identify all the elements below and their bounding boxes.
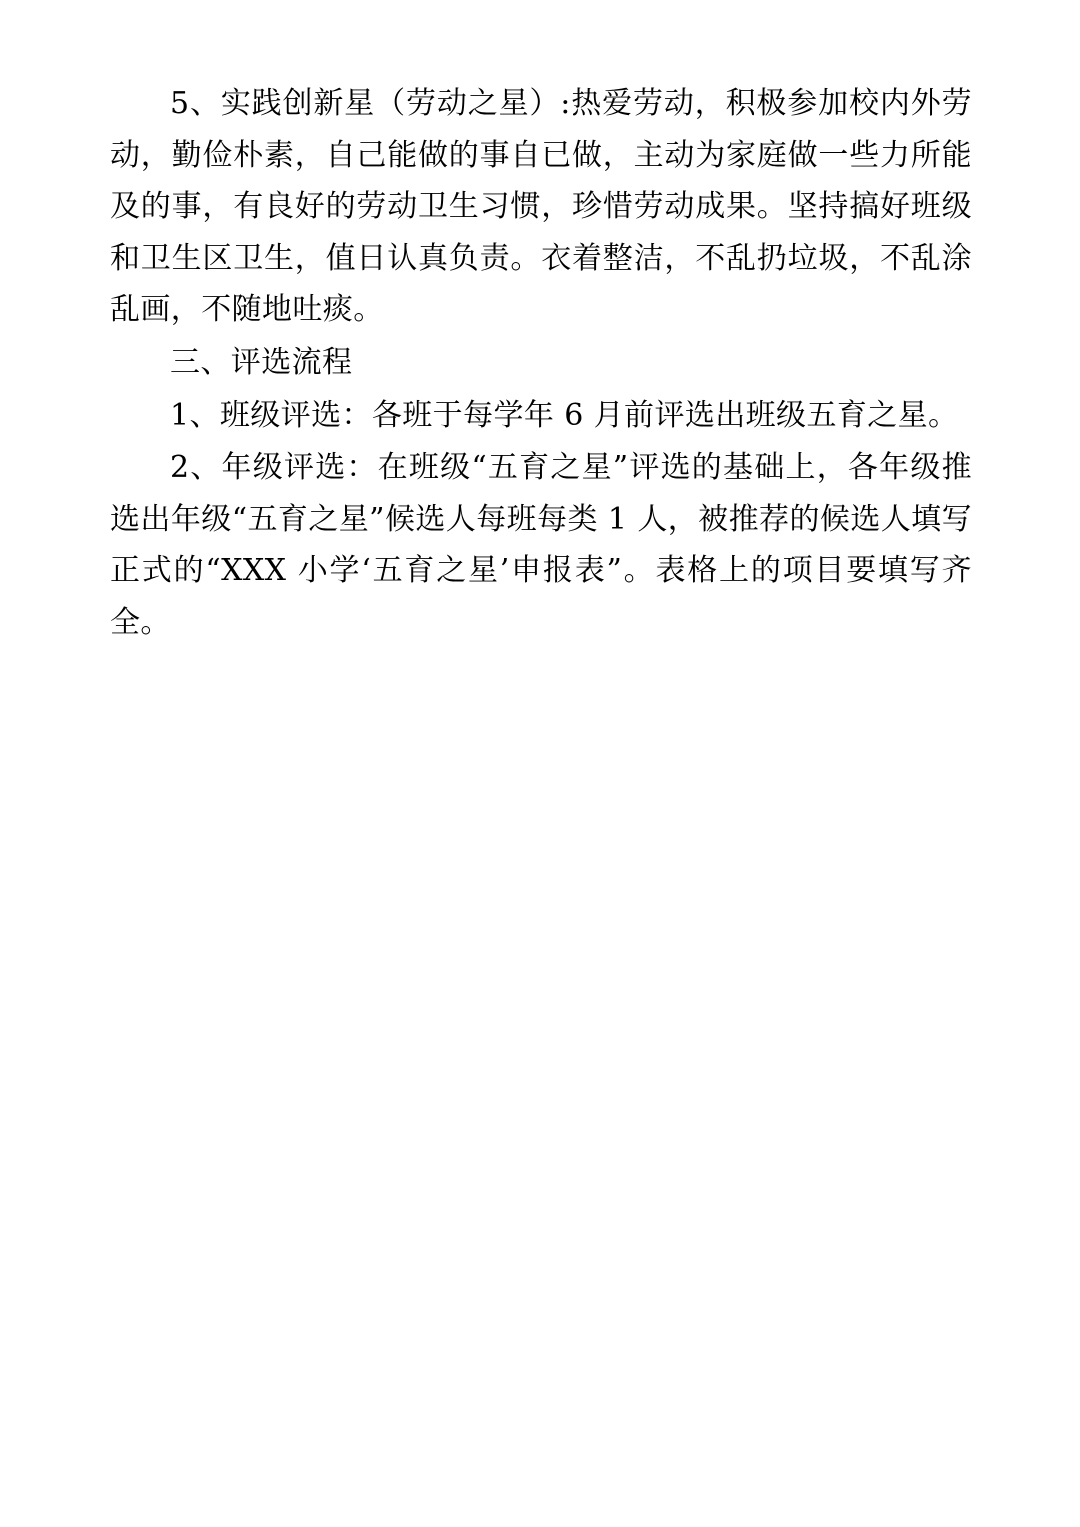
paragraph-item-2-grade-selection: 2、年级评选：在班级“五育之星”评选的基础上，各年级推选出年级“五育之星”候选人每班每类 1 人，被推荐的候选人填写正式的“XXX 小学‘五育之星’申报表”。表格上的项目要填写齐全。 bbox=[110, 450, 972, 640]
document-body bbox=[110, 78, 972, 649]
section-heading-evaluation-process: 三、评选流程 bbox=[170, 344, 353, 380]
paragraph-item-1-class-selection: 1、班级评选：各班于每学年 6 月前评选出班级五育之星。 bbox=[170, 397, 959, 433]
paragraph-item-5-labor-star: 5、实践创新星（劳动之星）:热爱劳动，积极参加校内外劳动，勤俭朴素，自己能做的事自已做，主动为家庭做一些力所能及的事，有良好的劳动卫生习惯，珍惜劳动成果。坚持搞好班级和卫生区卫生，值日认真负责。衣着整洁，不乱扔垃圾，不乱涂乱画，不随地吐痰。 bbox=[110, 86, 972, 328]
